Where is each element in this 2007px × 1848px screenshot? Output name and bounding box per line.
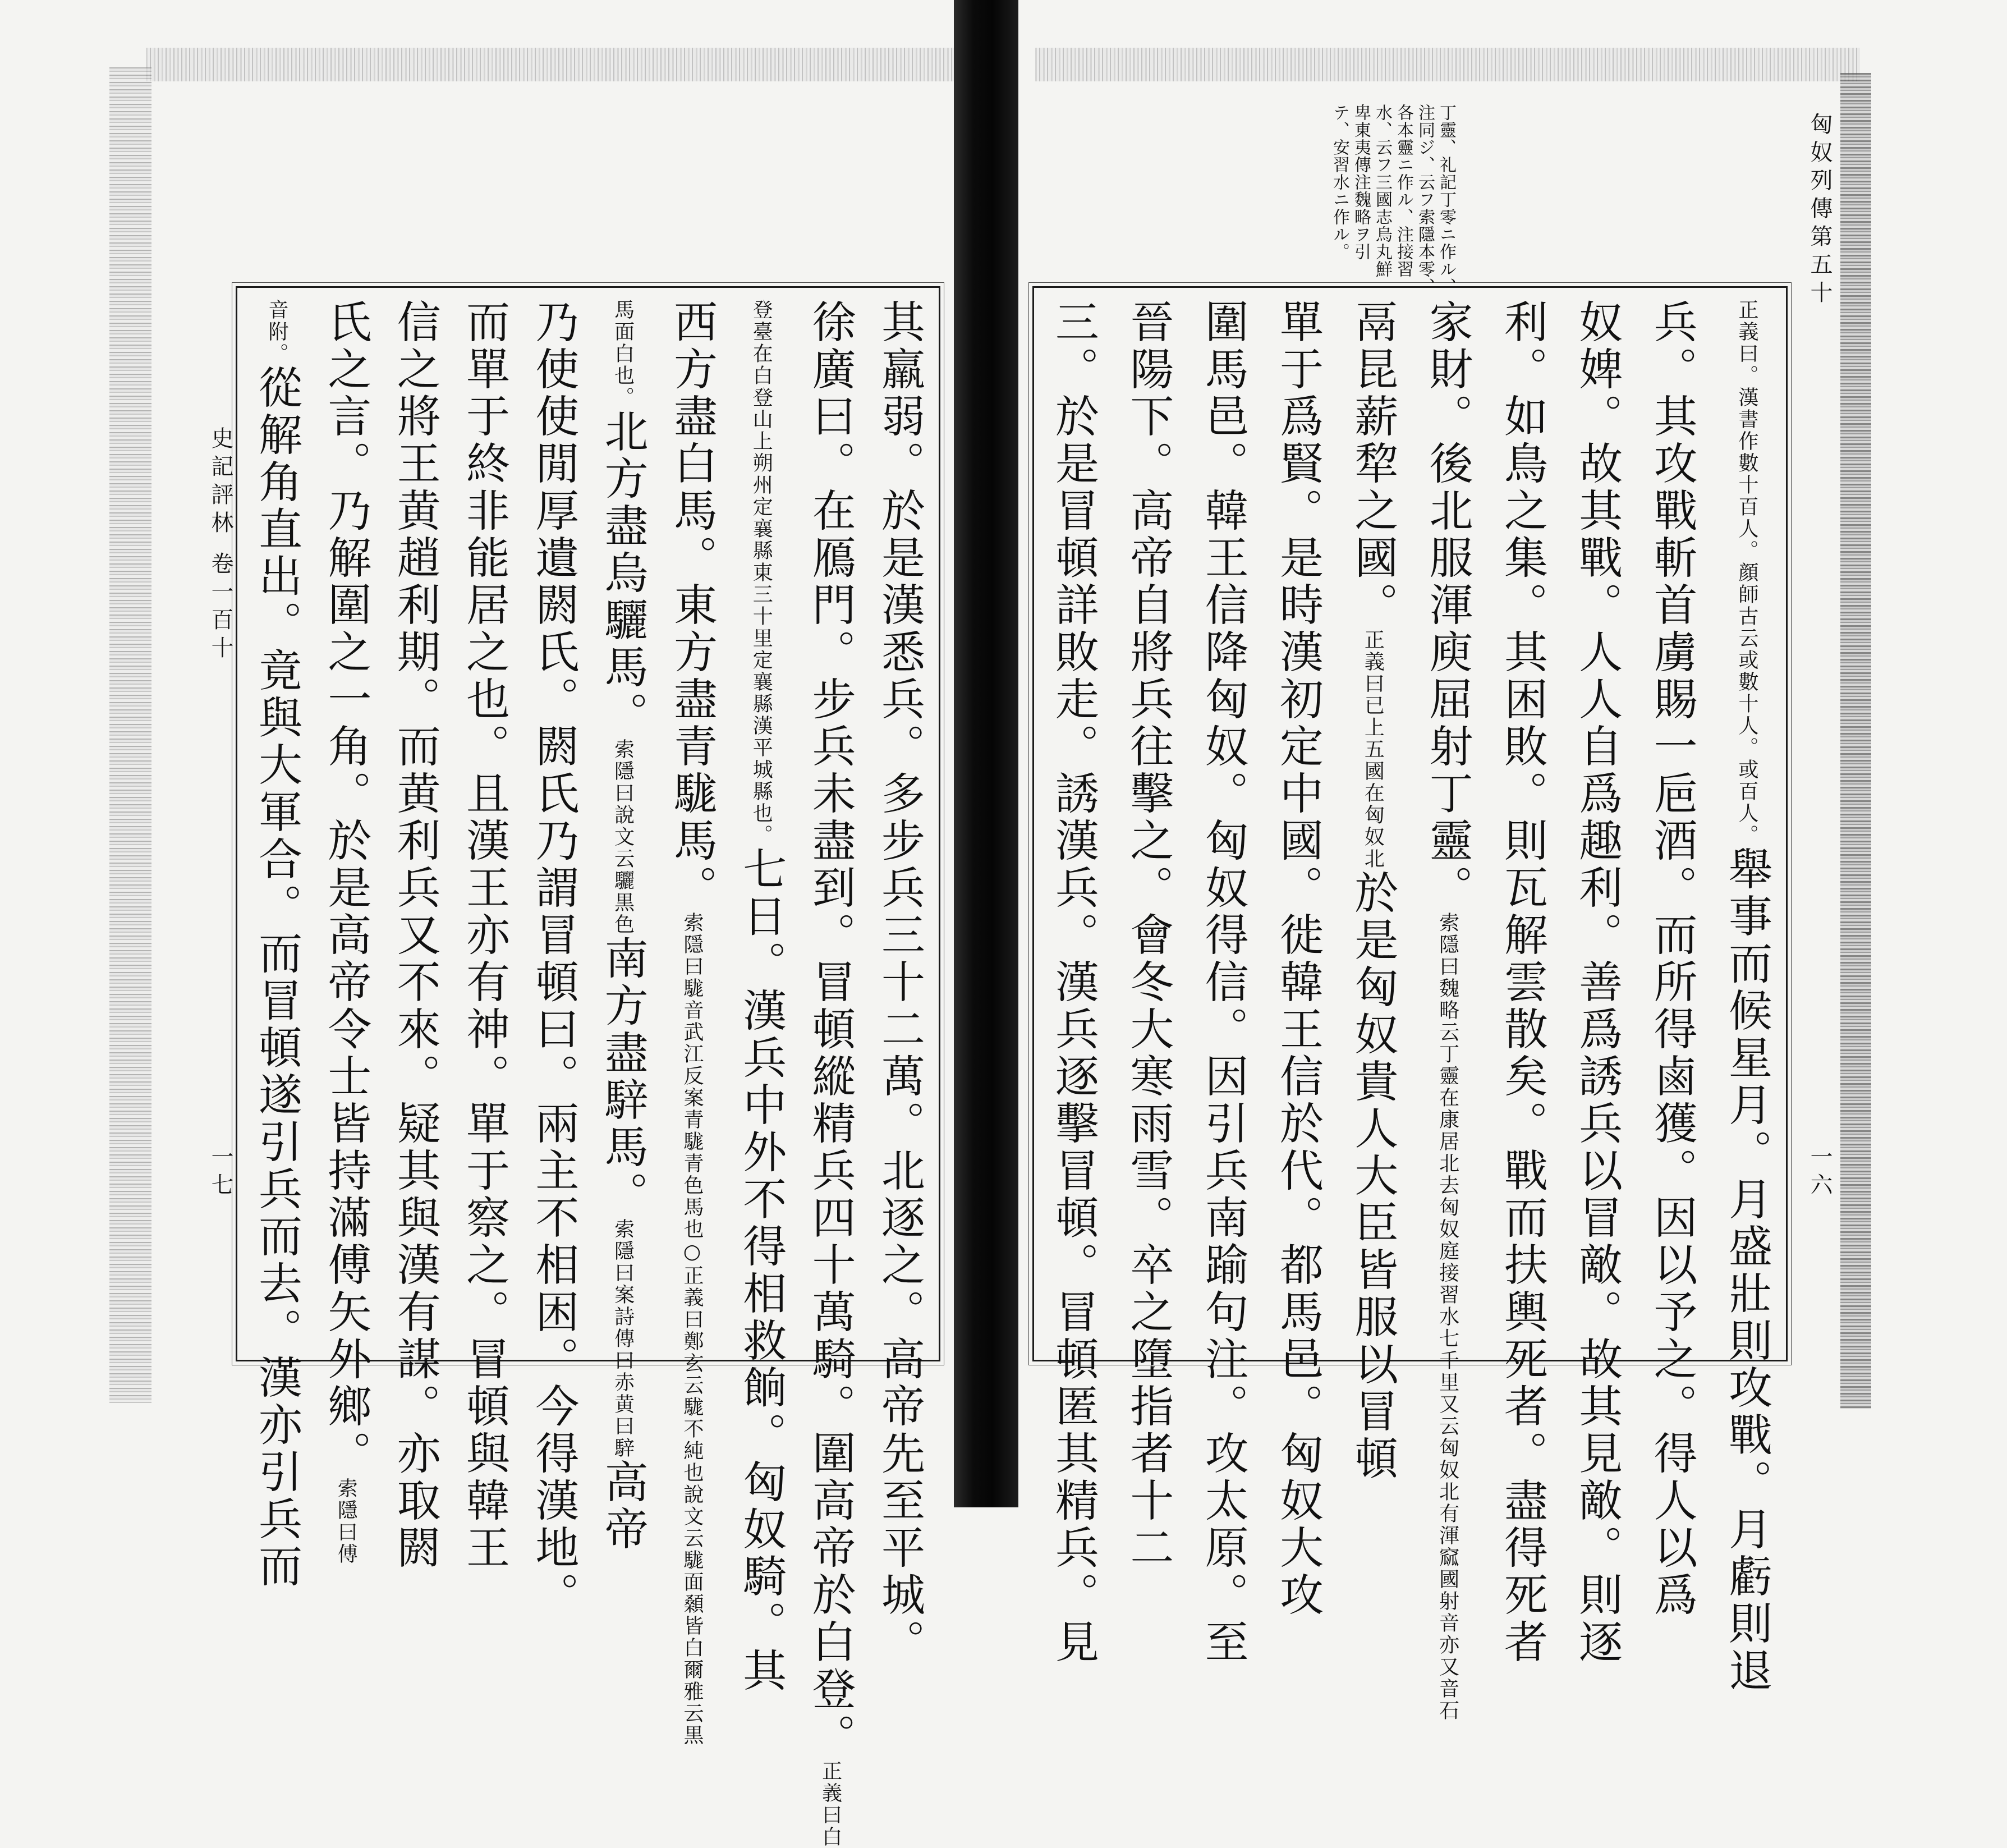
left-text-frame <box>236 286 940 1848</box>
scan-edge-left <box>109 67 151 1403</box>
left-column <box>526 299 580 1619</box>
head-note-line: 注同ジ、云フ索隱本零、 <box>1415 104 1435 295</box>
left-page <box>151 0 954 1848</box>
left-page-number: 一七 <box>208 1145 233 1201</box>
right-page-number: 一六 <box>1807 1145 1833 1201</box>
main-text: 圍馬邑。韓王信降匈奴。匈奴得信。因引兵南踰句注。攻太原。至 <box>1197 299 1248 1666</box>
main-text: 舉事而候星月。月盛壯則攻戰。月虧則退 <box>1721 846 1772 1695</box>
main-text: 北方盡烏驪馬。 <box>597 409 648 739</box>
commentary-note: 索隱曰說文云驪黒色 <box>611 739 635 936</box>
right-margin-title: 匈奴列傳第五十 <box>1807 112 1833 309</box>
main-text: 高帝 <box>597 1459 648 1553</box>
commentary-note: 索隱曰魏略云丁靈在康居北去匈奴庭接習水七千里又云匈奴北有渾窳國射音亦又音石 <box>1436 912 1459 1722</box>
commentary-note: 正義曰。漢書作數十百人。顔師古云或數十人。或百人。 <box>1735 299 1758 846</box>
left-column <box>457 299 511 1572</box>
main-text: 從解角直出。竟與大軍合。而冒頓遂引兵而去。漢亦引兵而 <box>251 365 302 1590</box>
commentary-note: 音附。 <box>265 299 288 365</box>
main-text: 其羸弱。於是漢悉兵。多步兵三十二萬。北逐之。高帝先至平城。 <box>874 299 925 1666</box>
commentary-note: 正義曰已上五國在匈奴北 <box>1361 629 1385 870</box>
right-column <box>1046 299 1100 1666</box>
right-text-frame <box>1032 286 1788 1722</box>
right-column <box>1196 299 1250 1666</box>
main-text: 西方盡白馬。東方盡青駹馬。 <box>666 299 717 912</box>
main-text: 鬲昆薪犂之國。 <box>1347 299 1398 629</box>
main-text: 七日。漢兵中外不得相救餉。匈奴騎。其 <box>736 846 787 1695</box>
commentary-note: 索隱曰駹音武江反案青駹青色馬也○正義曰鄭玄云駹不純也說文云駹面顙皆白爾雅云黒 <box>680 912 704 1746</box>
head-note-line: 丁靈、礼記丁零ニ作ル、 <box>1436 104 1456 295</box>
right-column <box>1645 299 1699 1619</box>
right-column <box>1495 299 1549 1666</box>
main-text: 晉陽下。高帝自將兵往擊之。會冬大寒雨雪。卒之墮指者十二 <box>1123 299 1174 1572</box>
right-column <box>1421 299 1475 1722</box>
left-column <box>872 299 926 1666</box>
head-note <box>1319 104 1456 295</box>
right-column <box>1570 299 1624 1666</box>
main-text: 兵。其攻戰斬首虜賜一巵酒。而所得鹵獲。因以予之。得人以爲 <box>1646 299 1697 1619</box>
commentary-note: 登臺在白登山上朔州定襄縣東三十里定襄縣漢平城縣也。 <box>750 299 773 846</box>
main-text: 而單于終非能居之也。且漢王亦有神。單于察之。冒頓與韓王 <box>458 299 509 1572</box>
book-spine <box>954 0 1018 1507</box>
head-note-line: 各本靈ニ作ル、注接習 <box>1394 104 1413 278</box>
commentary-note: 索隱曰案詩傳曰赤黄曰騂 <box>611 1218 635 1459</box>
main-text: 徐廣曰。在鴈門。步兵未盡到。冒頓縱精兵四十萬騎。圍高帝於白登。 <box>805 299 856 1760</box>
left-column <box>319 299 373 1565</box>
right-column <box>1121 299 1175 1572</box>
left-column <box>665 299 719 1746</box>
main-text: 南方盡騂馬。 <box>597 936 648 1218</box>
commentary-note: 正義曰白 <box>819 1760 842 1848</box>
main-text: 乃使使閒厚遺閼氏。閼氏乃謂冒頓曰。兩主不相困。今得漢地。 <box>528 299 579 1619</box>
main-text: 家財。後北服渾庾屈射丁靈。 <box>1422 299 1473 912</box>
left-column <box>596 299 650 1553</box>
left-column <box>734 299 788 1695</box>
main-text: 三。於是冒頓詳敗走。誘漢兵。漢兵逐擊冒頓。冒頓匿其精兵。見 <box>1048 299 1099 1666</box>
commentary-note: 馬面白也。 <box>611 299 635 409</box>
main-text: 利。如鳥之集。其困敗。則瓦解雲散矣。戰而扶輿死者。盡得死者 <box>1496 299 1547 1666</box>
main-text: 奴婢。故其戰。人人自爲趣利。善爲誘兵以冒敵。故其見敵。則逐 <box>1572 299 1623 1666</box>
main-text: 單于爲賢。是時漢初定中國。徙韓王信於代。都馬邑。匈奴大攻 <box>1272 299 1323 1619</box>
right-column <box>1720 299 1774 1695</box>
main-text: 氏之言。乃解圍之一角。於是高帝令士皆持滿傅矢外鄉。 <box>320 299 371 1478</box>
commentary-note: 索隱曰傅 <box>334 1478 358 1565</box>
left-column <box>388 299 442 1572</box>
head-note-line: テ、安習水ニ作ル。 <box>1330 104 1349 260</box>
right-columns <box>1046 299 1774 1722</box>
right-column <box>1271 299 1325 1619</box>
head-note-line: 水、云フ三國志烏丸鮮 <box>1372 104 1392 278</box>
left-column <box>803 299 857 1848</box>
head-note-line: 卑東夷傳注魏略ヲ引 <box>1351 104 1371 260</box>
right-column <box>1345 299 1399 1483</box>
main-text: 信之將王黄趙利期。而黄利兵又不來。疑其與漢有謀。亦取閼 <box>389 299 440 1572</box>
left-column <box>250 299 304 1590</box>
left-columns <box>250 299 926 1848</box>
left-margin-title: 史記評林 卷一百十 <box>208 427 233 664</box>
main-text: 於是匈奴貴人大臣皆服以冒頓 <box>1347 870 1398 1483</box>
